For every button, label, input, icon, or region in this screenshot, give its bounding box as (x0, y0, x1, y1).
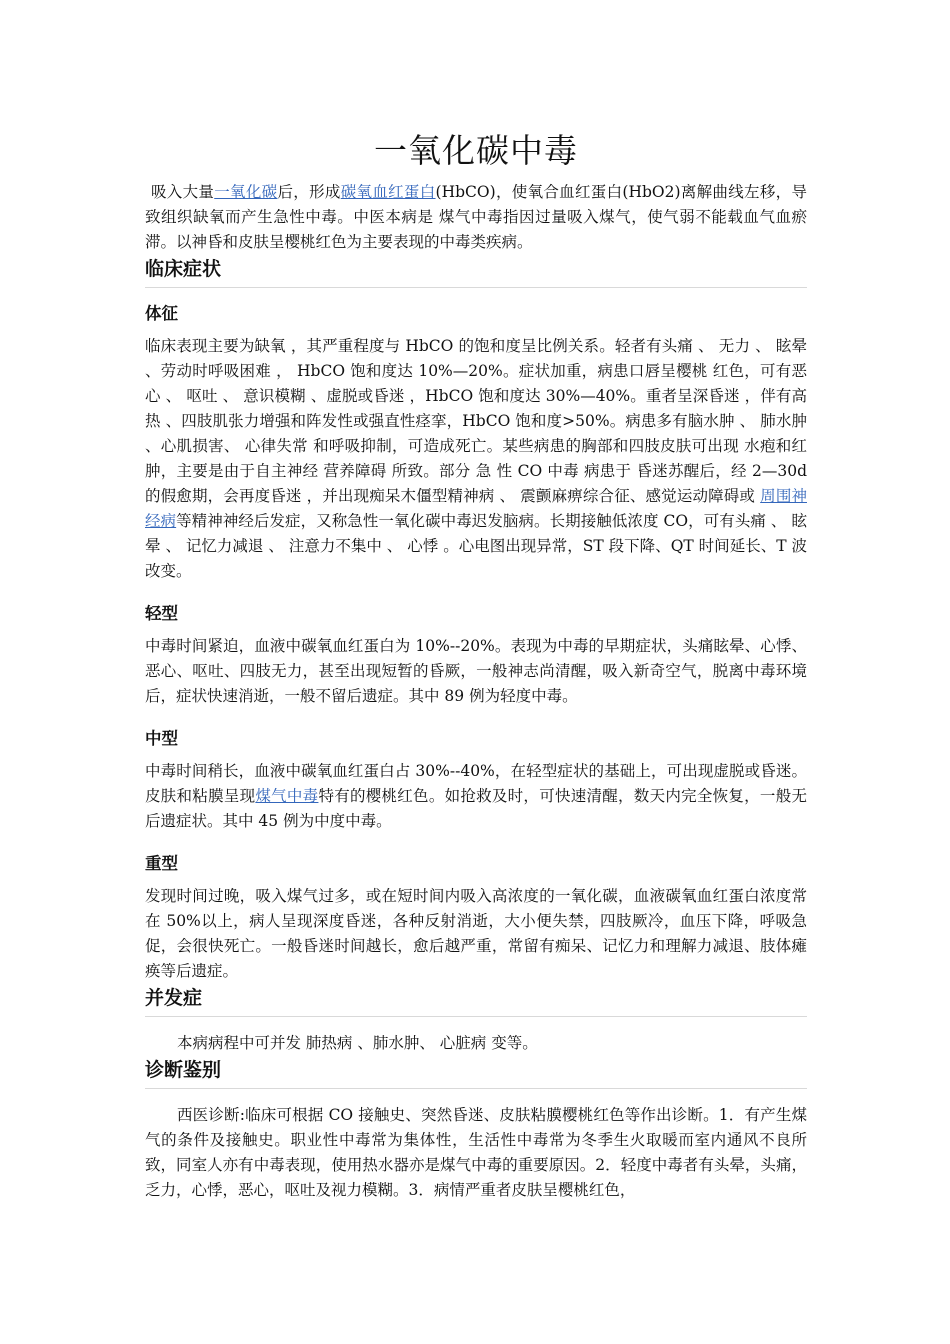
moderate-paragraph (145, 759, 807, 834)
signs-text-2: 等精神神经后发症，又称急性一氧化碳中毒迟发脑病。长期接触低浓度 CO，可有头痛 、 眩晕 、 记忆力减退 、 注意力不集中 、 心悸 。心电图出现异常，ST 段下降、QT 时间延长、T 波改变。 (145, 512, 807, 580)
link-carbon-monoxide[interactable]: 一氧化碳 (214, 183, 278, 201)
subheading-moderate: 中型 (145, 729, 178, 748)
diagnosis-paragraph: 西医诊断:临床可根据 CO 接触史、突然昏迷、皮肤粘膜樱桃红色等作出诊断。1．有产生煤气的条件及接触史。职业性中毒常为集体性，生活性中毒常为冬季生火取暖而室内通风不良所致，同室人亦有中毒表现，使用热水器亦是煤气中毒的重要原因。2．轻度中毒者有头晕，头痛，乏力，心悸，恶心，呕吐及视力模糊。3．病情严重者皮肤呈樱桃红色， (145, 1106, 807, 1199)
subheading-severe: 重型 (145, 854, 178, 873)
subheading-mild: 轻型 (145, 604, 178, 623)
page-title: 一氧化碳中毒 (374, 131, 578, 170)
moderate-text-2: 特有的樱桃红色。如抢救及时，可快速清醒，数天内完全恢复，一般无后遗症状。其中 45 例为中度中毒。 (145, 787, 807, 830)
subheading-signs: 体征 (145, 304, 178, 323)
link-carboxyhemoglobin[interactable]: 碳氧血红蛋白 (340, 183, 436, 201)
section-heading-diagnosis: 诊断鉴别 (145, 1056, 807, 1089)
intro-paragraph (145, 180, 807, 255)
mild-paragraph: 中毒时间紧迫，血液中碳氧血红蛋白为 10%--20%。表现为中毒的早期症状，头痛眩晕、心悸、恶心、呕吐、四肢无力，甚至出现短暂的昏厥，一般神志尚清醒，吸入新奇空气，脱离中毒环境后，症状快速消逝，一般不留后遗症。其中 89 例为轻度中毒。 (145, 637, 807, 705)
link-gas-poisoning[interactable]: 煤气中毒 (255, 787, 319, 805)
intro-text-3: (HbCO)，使氧合血红蛋白(HbO2)离解曲线左移，导致组织缺氧而产生急性中毒。中医本病是 煤气中毒指因过量吸入煤气，使气弱不能载血气血瘀滞。以神昏和皮肤呈樱桃红色为主要表现的中毒类疾病。 (145, 183, 807, 251)
moderate-text-1: 中毒时间稍长，血液中碳氧血红蛋白占 30%--40%，在轻型症状的基础上，可出现虚脱或昏迷。皮肤和粘膜呈现 (145, 762, 807, 805)
severe-paragraph: 发现时间过晚，吸入煤气过多，或在短时间内吸入高浓度的一氧化碳，血液碳氧血红蛋白浓度常在 50%以上，病人呈现深度昏迷，各种反射消逝，大小便失禁，四肢厥冷，血压下降，呼吸急促，会很快死亡。一般昏迷时间越长，愈后越严重，常留有痴呆、记忆力和理解力减退、肢体瘫痪等后遗症。 (145, 887, 807, 980)
intro-text-2: 后，形成 (277, 183, 341, 201)
section-heading-clinical-symptoms: 临床症状 (145, 255, 807, 288)
intro-text-1: 吸入大量 (151, 183, 215, 201)
signs-paragraph (145, 334, 807, 584)
document-content (145, 128, 807, 1203)
section-heading-complications: 并发症 (145, 984, 807, 1017)
link-peripheral-neuropathy[interactable]: 周围神经病 (145, 487, 807, 530)
complications-paragraph: 本病病程中可并发 肺热病 、肺水肿、 心脏病 变等。 (177, 1034, 538, 1052)
signs-text-1: 临床表现主要为缺氧 ，其严重程度与 HbCO 的饱和度呈比例关系。轻者有头痛 、 无力 、 眩晕 、劳动时呼吸困难 ， HbCO 饱和度达 10%—20%。症状加重，病患口唇呈樱桃 红色，可有恶心 、 呕吐 、 意识模糊 、虚脱或昏迷 ，HbCO 饱和度达 30%—40%。重者呈深昏迷 ，伴有高热 、四肢肌张力增强和阵发性或强直性痉挛，HbCO 饱和度>50%。病患多有脑水肿 、 肺水肿 、心肌损害、 心律失常 和呼吸抑制，可造成死亡。某些病患的胸部和四肢皮肤可出现 水疱和红肿，主要是由于自主神经 营养障碍 所致。部分 急 性 CO 中毒 病患于 昏迷苏醒后，经 2—30d 的假愈期，会再度昏迷 ，并出现痴呆木僵型精神病 、 震颤麻痹综合征、感觉运动障碍或 (145, 337, 807, 505)
